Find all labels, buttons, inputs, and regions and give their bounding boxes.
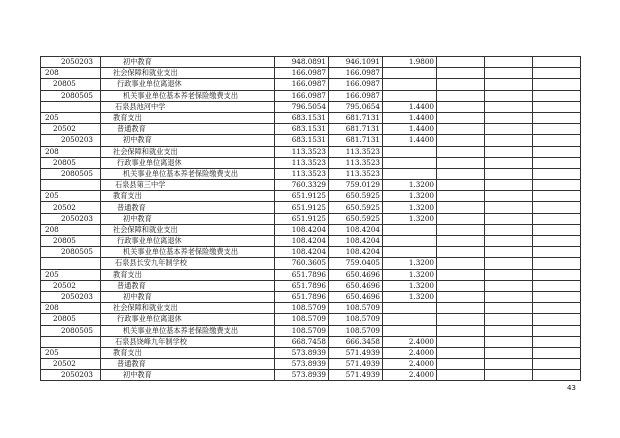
cell-basic: 571.4939 — [329, 370, 383, 381]
cell-code: 205 — [41, 269, 101, 280]
cell-project — [383, 90, 437, 101]
cell-total: 108.4204 — [275, 236, 329, 247]
cell-basic: 108.4204 — [329, 236, 383, 247]
cell-empty — [437, 180, 485, 191]
table-row — [41, 247, 581, 258]
table-row — [41, 269, 581, 280]
cell-total: 573.8939 — [275, 359, 329, 370]
cell-project — [383, 157, 437, 168]
cell-code: 208 — [41, 303, 101, 314]
cell-project: 1.4400 — [383, 135, 437, 146]
cell-total: 760.3605 — [275, 258, 329, 269]
cell-empty — [437, 146, 485, 157]
cell-total: 166.0987 — [275, 90, 329, 101]
cell-empty — [485, 370, 533, 381]
cell-empty — [533, 224, 581, 235]
cell-project — [383, 314, 437, 325]
cell-empty — [485, 191, 533, 202]
cell-name: 普通教育 — [101, 359, 275, 370]
cell-project — [383, 68, 437, 79]
cell-name: 教育支出 — [101, 112, 275, 123]
cell-empty — [437, 135, 485, 146]
cell-code: 20502 — [41, 202, 101, 213]
cell-name: 行政事业单位离退休 — [101, 157, 275, 168]
budget-table — [40, 56, 581, 381]
cell-total: 651.7896 — [275, 291, 329, 302]
cell-total: 651.7896 — [275, 280, 329, 291]
cell-code: 2050203 — [41, 370, 101, 381]
table-row — [41, 101, 581, 112]
cell-basic: 166.0987 — [329, 90, 383, 101]
cell-empty — [485, 157, 533, 168]
cell-empty — [485, 112, 533, 123]
table-row — [41, 57, 581, 68]
cell-empty — [437, 258, 485, 269]
cell-empty — [533, 57, 581, 68]
cell-basic: 681.7131 — [329, 124, 383, 135]
cell-code: 2080505 — [41, 168, 101, 179]
cell-project: 2.4000 — [383, 370, 437, 381]
budget-table-body — [41, 57, 581, 381]
cell-code: 2050203 — [41, 135, 101, 146]
cell-empty — [533, 90, 581, 101]
cell-name: 机关事业单位基本养老保险缴费支出 — [101, 168, 275, 179]
cell-code: 205 — [41, 112, 101, 123]
cell-empty — [533, 157, 581, 168]
cell-project — [383, 303, 437, 314]
table-row — [41, 202, 581, 213]
cell-empty — [485, 359, 533, 370]
cell-empty — [437, 157, 485, 168]
cell-project — [383, 325, 437, 336]
cell-empty — [485, 336, 533, 347]
cell-total: 113.3523 — [275, 168, 329, 179]
cell-name: 普通教育 — [101, 202, 275, 213]
table-row — [41, 90, 581, 101]
cell-basic: 571.4939 — [329, 359, 383, 370]
cell-basic: 113.3523 — [329, 157, 383, 168]
table-row — [41, 347, 581, 358]
cell-empty — [533, 336, 581, 347]
cell-total: 108.5709 — [275, 314, 329, 325]
cell-code: 20805 — [41, 236, 101, 247]
cell-empty — [437, 68, 485, 79]
cell-empty — [533, 79, 581, 90]
cell-empty — [533, 213, 581, 224]
cell-basic: 108.5709 — [329, 325, 383, 336]
cell-code: 208 — [41, 68, 101, 79]
cell-name: 普通教育 — [101, 124, 275, 135]
cell-project — [383, 146, 437, 157]
cell-total: 108.5709 — [275, 303, 329, 314]
cell-basic: 759.0405 — [329, 258, 383, 269]
cell-basic: 681.7131 — [329, 135, 383, 146]
cell-project: 2.4000 — [383, 347, 437, 358]
cell-project: 1.4400 — [383, 124, 437, 135]
cell-empty — [437, 79, 485, 90]
table-row — [41, 224, 581, 235]
cell-basic: 650.4696 — [329, 291, 383, 302]
table-row — [41, 280, 581, 291]
table-row — [41, 79, 581, 90]
cell-total: 651.9125 — [275, 191, 329, 202]
cell-name: 石泉县长安九年制学校 — [101, 258, 275, 269]
cell-empty — [437, 303, 485, 314]
cell-total: 651.9125 — [275, 202, 329, 213]
table-row — [41, 258, 581, 269]
table-row — [41, 325, 581, 336]
cell-basic: 795.0654 — [329, 101, 383, 112]
cell-empty — [485, 79, 533, 90]
cell-empty — [437, 191, 485, 202]
cell-code: 208 — [41, 146, 101, 157]
cell-name: 行政事业单位离退休 — [101, 236, 275, 247]
cell-name: 社会保障和就业支出 — [101, 68, 275, 79]
cell-code: 208 — [41, 224, 101, 235]
cell-empty — [437, 213, 485, 224]
cell-basic: 946.1091 — [329, 57, 383, 68]
cell-empty — [485, 236, 533, 247]
table-row — [41, 303, 581, 314]
cell-empty — [485, 303, 533, 314]
cell-code: 2080505 — [41, 247, 101, 258]
cell-empty — [437, 224, 485, 235]
cell-project: 1.3200 — [383, 258, 437, 269]
cell-basic: 650.5925 — [329, 191, 383, 202]
cell-name: 初中教育 — [101, 57, 275, 68]
cell-name: 普通教育 — [101, 280, 275, 291]
cell-empty — [437, 314, 485, 325]
cell-empty — [437, 325, 485, 336]
cell-empty — [533, 168, 581, 179]
cell-empty — [485, 314, 533, 325]
cell-empty — [485, 68, 533, 79]
cell-total: 108.4204 — [275, 224, 329, 235]
cell-empty — [485, 168, 533, 179]
cell-empty — [437, 370, 485, 381]
cell-empty — [533, 124, 581, 135]
cell-project — [383, 247, 437, 258]
cell-code — [41, 180, 101, 191]
cell-empty — [485, 90, 533, 101]
table-row — [41, 359, 581, 370]
cell-project — [383, 224, 437, 235]
cell-name: 石泉县池河中学 — [101, 101, 275, 112]
cell-project: 1.3200 — [383, 269, 437, 280]
cell-basic: 113.3523 — [329, 168, 383, 179]
cell-total: 573.8939 — [275, 347, 329, 358]
cell-basic: 681.7131 — [329, 112, 383, 123]
cell-basic: 108.4204 — [329, 247, 383, 258]
cell-empty — [437, 291, 485, 302]
cell-total: 113.3523 — [275, 157, 329, 168]
cell-empty — [437, 280, 485, 291]
cell-empty — [437, 236, 485, 247]
cell-empty — [533, 247, 581, 258]
table-row — [41, 68, 581, 79]
cell-empty — [437, 336, 485, 347]
cell-empty — [533, 347, 581, 358]
cell-project: 1.3200 — [383, 280, 437, 291]
cell-name: 社会保障和就业支出 — [101, 146, 275, 157]
table-row — [41, 168, 581, 179]
cell-name: 初中教育 — [101, 370, 275, 381]
cell-empty — [485, 180, 533, 191]
cell-total: 651.9125 — [275, 213, 329, 224]
cell-total: 683.1531 — [275, 112, 329, 123]
cell-empty — [485, 224, 533, 235]
cell-project — [383, 168, 437, 179]
cell-total: 166.0987 — [275, 79, 329, 90]
cell-empty — [437, 90, 485, 101]
cell-empty — [485, 269, 533, 280]
cell-project: 2.4000 — [383, 336, 437, 347]
cell-project: 1.3200 — [383, 191, 437, 202]
cell-basic: 666.3458 — [329, 336, 383, 347]
cell-name: 机关事业单位基本养老保险缴费支出 — [101, 247, 275, 258]
cell-empty — [533, 146, 581, 157]
cell-total: 651.7896 — [275, 269, 329, 280]
cell-empty — [485, 101, 533, 112]
cell-code: 2080505 — [41, 325, 101, 336]
cell-name: 教育支出 — [101, 191, 275, 202]
cell-name: 初中教育 — [101, 213, 275, 224]
cell-total: 108.5709 — [275, 325, 329, 336]
cell-name: 石泉县第三中学 — [101, 180, 275, 191]
cell-total: 113.3523 — [275, 146, 329, 157]
table-row — [41, 370, 581, 381]
cell-empty — [485, 202, 533, 213]
cell-name: 初中教育 — [101, 291, 275, 302]
table-row — [41, 236, 581, 247]
cell-total: 948.0891 — [275, 57, 329, 68]
cell-basic: 166.0987 — [329, 68, 383, 79]
cell-code: 20502 — [41, 124, 101, 135]
cell-project: 1.3200 — [383, 180, 437, 191]
cell-total: 683.1531 — [275, 135, 329, 146]
cell-code: 205 — [41, 347, 101, 358]
cell-project: 1.9800 — [383, 57, 437, 68]
cell-project — [383, 79, 437, 90]
budget-table-container — [40, 56, 580, 381]
cell-code: 2050203 — [41, 213, 101, 224]
cell-empty — [533, 180, 581, 191]
cell-code: 20502 — [41, 359, 101, 370]
cell-code: 20805 — [41, 157, 101, 168]
cell-empty — [437, 359, 485, 370]
cell-empty — [533, 68, 581, 79]
cell-code: 2050203 — [41, 57, 101, 68]
cell-total: 668.7458 — [275, 336, 329, 347]
table-row — [41, 336, 581, 347]
cell-empty — [437, 269, 485, 280]
table-row — [41, 180, 581, 191]
cell-empty — [533, 112, 581, 123]
cell-name: 石泉县饶峰九年制学校 — [101, 336, 275, 347]
cell-basic: 650.4696 — [329, 269, 383, 280]
cell-empty — [437, 101, 485, 112]
cell-empty — [485, 325, 533, 336]
cell-empty — [533, 359, 581, 370]
table-row — [41, 314, 581, 325]
cell-code: 20502 — [41, 280, 101, 291]
table-row — [41, 191, 581, 202]
table-row — [41, 146, 581, 157]
cell-empty — [485, 124, 533, 135]
cell-basic: 650.5925 — [329, 202, 383, 213]
cell-name: 机关事业单位基本养老保险缴费支出 — [101, 325, 275, 336]
cell-empty — [533, 191, 581, 202]
cell-empty — [533, 370, 581, 381]
cell-empty — [485, 213, 533, 224]
cell-empty — [533, 280, 581, 291]
cell-basic: 108.4204 — [329, 224, 383, 235]
cell-total: 760.3329 — [275, 180, 329, 191]
cell-basic: 108.5709 — [329, 314, 383, 325]
table-row — [41, 291, 581, 302]
cell-code — [41, 336, 101, 347]
cell-name: 社会保障和就业支出 — [101, 303, 275, 314]
cell-empty — [533, 135, 581, 146]
cell-empty — [533, 202, 581, 213]
cell-name: 教育支出 — [101, 269, 275, 280]
cell-empty — [485, 280, 533, 291]
cell-empty — [533, 258, 581, 269]
cell-name: 教育支出 — [101, 347, 275, 358]
cell-empty — [485, 247, 533, 258]
cell-empty — [533, 101, 581, 112]
cell-project: 1.3200 — [383, 202, 437, 213]
cell-total: 796.5054 — [275, 101, 329, 112]
cell-empty — [437, 168, 485, 179]
table-row — [41, 135, 581, 146]
cell-project: 1.4400 — [383, 112, 437, 123]
cell-project: 2.4000 — [383, 359, 437, 370]
cell-empty — [437, 57, 485, 68]
cell-total: 573.8939 — [275, 370, 329, 381]
cell-name: 初中教育 — [101, 135, 275, 146]
cell-empty — [533, 303, 581, 314]
cell-empty — [437, 247, 485, 258]
cell-code: 20805 — [41, 314, 101, 325]
cell-name: 行政事业单位离退休 — [101, 79, 275, 90]
cell-empty — [485, 135, 533, 146]
cell-basic: 108.5709 — [329, 303, 383, 314]
cell-empty — [533, 314, 581, 325]
cell-empty — [485, 146, 533, 157]
cell-empty — [533, 236, 581, 247]
cell-empty — [485, 347, 533, 358]
cell-empty — [437, 124, 485, 135]
cell-name: 社会保障和就业支出 — [101, 224, 275, 235]
table-row — [41, 213, 581, 224]
table-row — [41, 157, 581, 168]
cell-code: 205 — [41, 191, 101, 202]
cell-name: 行政事业单位离退休 — [101, 314, 275, 325]
cell-total: 108.4204 — [275, 247, 329, 258]
cell-basic: 571.4939 — [329, 347, 383, 358]
cell-basic: 759.0129 — [329, 180, 383, 191]
cell-empty — [437, 202, 485, 213]
table-row — [41, 112, 581, 123]
cell-project: 1.3200 — [383, 291, 437, 302]
cell-code: 2080505 — [41, 90, 101, 101]
cell-total: 166.0987 — [275, 68, 329, 79]
cell-code: 20805 — [41, 79, 101, 90]
cell-empty — [533, 291, 581, 302]
cell-empty — [437, 347, 485, 358]
table-row — [41, 124, 581, 135]
cell-project — [383, 236, 437, 247]
cell-empty — [485, 258, 533, 269]
cell-basic: 650.5925 — [329, 213, 383, 224]
cell-empty — [485, 291, 533, 302]
cell-empty — [437, 112, 485, 123]
page-number: 43 — [567, 384, 576, 392]
cell-name: 机关事业单位基本养老保险缴费支出 — [101, 90, 275, 101]
cell-project: 1.4400 — [383, 101, 437, 112]
cell-empty — [485, 57, 533, 68]
cell-code — [41, 101, 101, 112]
cell-basic: 650.4696 — [329, 280, 383, 291]
cell-code — [41, 258, 101, 269]
cell-code: 2050203 — [41, 291, 101, 302]
cell-basic: 113.3523 — [329, 146, 383, 157]
cell-project: 1.3200 — [383, 213, 437, 224]
cell-total: 683.1531 — [275, 124, 329, 135]
cell-empty — [533, 325, 581, 336]
cell-empty — [533, 269, 581, 280]
cell-basic: 166.0987 — [329, 79, 383, 90]
